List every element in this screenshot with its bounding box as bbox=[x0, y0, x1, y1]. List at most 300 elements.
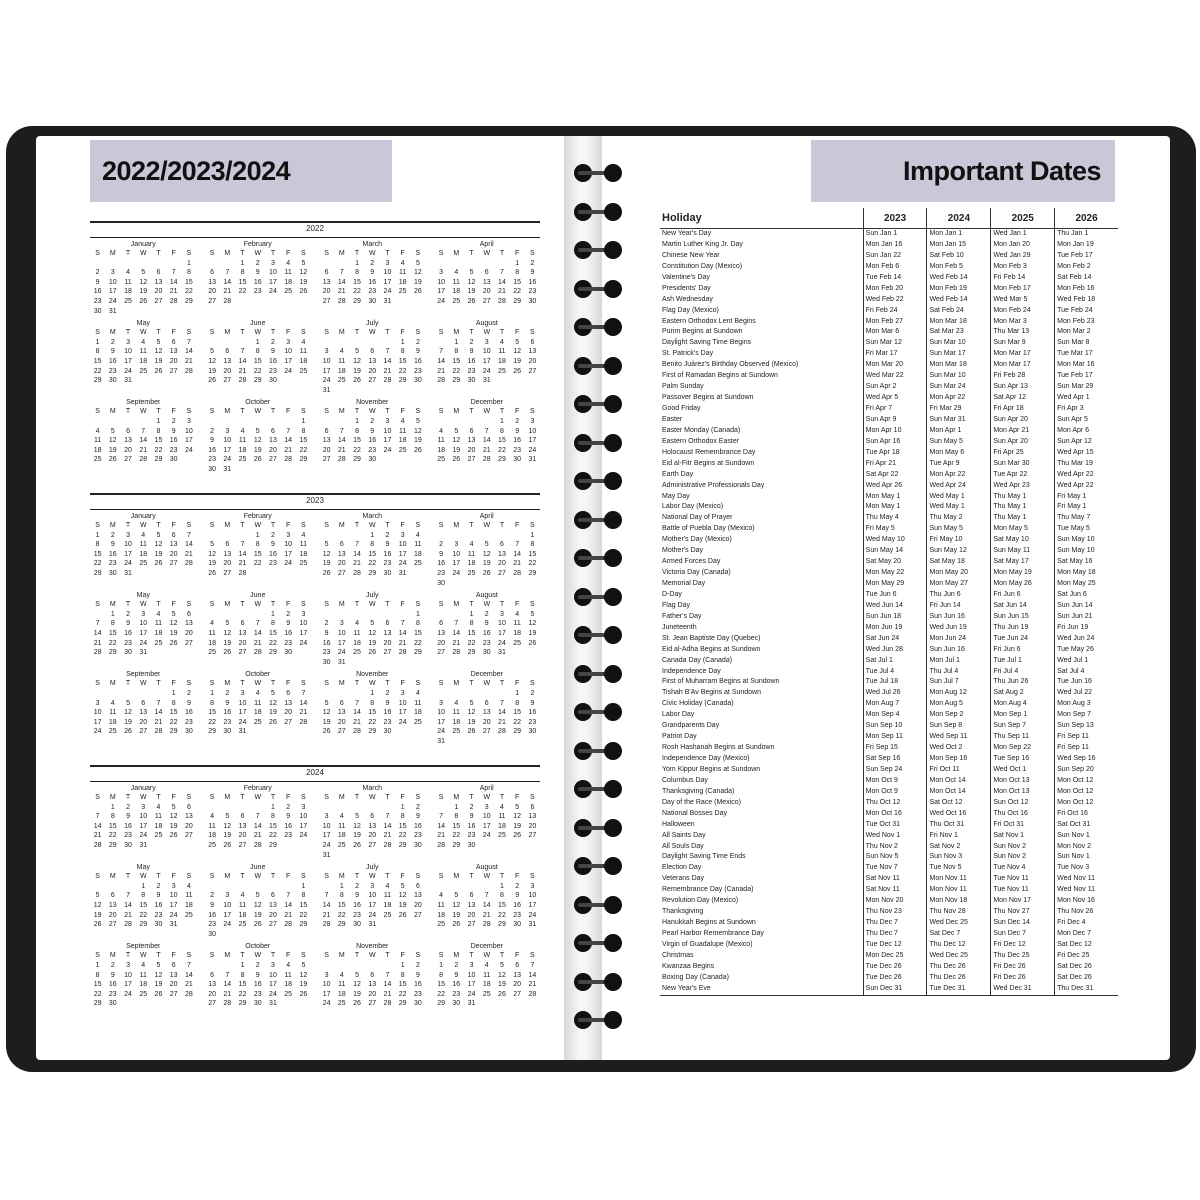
empty-cell bbox=[220, 803, 235, 813]
holiday-date: Tue Apr 18 bbox=[863, 448, 927, 459]
day-number: 14 bbox=[498, 709, 506, 717]
holiday-date: Tue Feb 17 bbox=[1055, 251, 1118, 262]
day-number: 17 bbox=[93, 718, 102, 726]
day-number: 17 bbox=[299, 822, 308, 830]
empty-cell bbox=[410, 579, 425, 589]
empty-cell bbox=[235, 417, 250, 427]
day-number: 3 bbox=[324, 813, 329, 821]
day-number: 17 bbox=[482, 357, 491, 365]
empty-cell bbox=[296, 569, 311, 579]
day-number: 30 bbox=[452, 1000, 461, 1008]
empty-cell bbox=[410, 1009, 425, 1019]
day-number: 7 bbox=[400, 620, 405, 628]
holiday-name: Flag Day (Mexico) bbox=[662, 306, 719, 314]
holiday-name: New Year's Day bbox=[662, 230, 712, 237]
day-number: 12 bbox=[513, 813, 522, 821]
ring-hole bbox=[604, 742, 622, 760]
day-number: 19 bbox=[353, 990, 361, 998]
weekday-letter: M bbox=[338, 794, 345, 801]
holiday-row bbox=[660, 251, 1118, 262]
day-number: 15 bbox=[398, 822, 407, 830]
day-number: 21 bbox=[124, 911, 132, 919]
weekday-letter: F bbox=[515, 329, 520, 337]
mini-month bbox=[90, 670, 197, 746]
empty-cell bbox=[151, 386, 166, 396]
day-number: 10 bbox=[93, 709, 102, 717]
day-number: 10 bbox=[124, 971, 132, 979]
day-number: 1 bbox=[95, 338, 100, 346]
empty-cell bbox=[136, 689, 151, 699]
day-number: 25 bbox=[139, 990, 148, 998]
empty-cell bbox=[181, 1009, 196, 1019]
day-number: 26 bbox=[108, 456, 117, 464]
holiday-date: Sat Nov 1 bbox=[991, 831, 1055, 842]
holiday-date: Tue Jul 1 bbox=[991, 656, 1055, 667]
holiday-date: Mon Oct 12 bbox=[1055, 776, 1118, 787]
empty-cell bbox=[410, 465, 425, 475]
day-number: 22 bbox=[368, 560, 377, 568]
weekday-letter: F bbox=[400, 794, 405, 801]
holiday-date: Mon Feb 5 bbox=[927, 262, 991, 273]
year-column-header: 2025 bbox=[991, 208, 1055, 229]
empty-cell bbox=[90, 737, 105, 747]
weekday-letter: M bbox=[453, 794, 460, 801]
empty-cell bbox=[105, 1009, 120, 1019]
day-grid bbox=[434, 679, 541, 746]
day-number: 26 bbox=[169, 639, 178, 647]
day-number: 11 bbox=[467, 550, 476, 558]
holiday-date: Mon Aug 3 bbox=[1055, 699, 1118, 710]
empty-cell bbox=[235, 803, 250, 813]
day-number: 8 bbox=[156, 427, 161, 435]
day-number: 8 bbox=[515, 699, 520, 707]
day-number: 17 bbox=[322, 367, 331, 375]
day-number: 15 bbox=[398, 357, 407, 365]
day-number: 7 bbox=[186, 961, 191, 969]
holiday-name: Daylight Saving Time Begins bbox=[662, 339, 752, 347]
weekday-letter: S bbox=[415, 408, 421, 416]
day-number: 21 bbox=[437, 832, 445, 840]
empty-cell bbox=[380, 455, 395, 465]
day-number: 17 bbox=[482, 822, 491, 830]
day-number: 31 bbox=[528, 921, 537, 929]
day-number: 16 bbox=[383, 550, 392, 558]
day-number: 23 bbox=[108, 560, 117, 568]
empty-cell bbox=[166, 307, 181, 317]
empty-cell bbox=[120, 930, 135, 940]
holiday-date: Thu Nov 23 bbox=[863, 907, 927, 918]
day-number: 21 bbox=[322, 911, 331, 919]
day-number: 19 bbox=[154, 550, 163, 558]
day-number: 11 bbox=[254, 699, 262, 707]
month-name: March bbox=[362, 785, 382, 792]
day-number: 10 bbox=[322, 981, 331, 989]
weekday-letter: W bbox=[139, 680, 147, 688]
day-number: 4 bbox=[126, 269, 130, 277]
empty-cell bbox=[365, 930, 380, 940]
holiday-header-row bbox=[660, 208, 1118, 229]
day-number: 22 bbox=[467, 639, 476, 647]
day-number: 6 bbox=[370, 813, 375, 821]
day-number: 5 bbox=[355, 813, 359, 821]
holiday-date: Thu Dec 7 bbox=[863, 929, 927, 940]
empty-cell bbox=[151, 307, 166, 317]
weekday-letter: W bbox=[483, 522, 491, 529]
day-number: 15 bbox=[498, 901, 506, 909]
day-number: 27 bbox=[184, 639, 193, 647]
day-number: 19 bbox=[513, 357, 522, 365]
day-number: 5 bbox=[301, 961, 306, 969]
empty-cell bbox=[434, 689, 449, 699]
day-number: 31 bbox=[223, 465, 232, 473]
month-name: May bbox=[136, 864, 150, 872]
empty-cell bbox=[365, 737, 380, 747]
empty-cell bbox=[380, 737, 395, 747]
weekday-letter: F bbox=[171, 601, 176, 609]
day-number: 25 bbox=[467, 569, 476, 577]
mini-month bbox=[205, 591, 312, 667]
day-number: 19 bbox=[299, 981, 308, 989]
holiday-name: Grandparents Day bbox=[662, 722, 720, 730]
day-number: 15 bbox=[139, 901, 148, 909]
day-number: 8 bbox=[110, 620, 115, 628]
day-number: 4 bbox=[415, 531, 420, 539]
empty-cell bbox=[151, 569, 166, 579]
day-number: 16 bbox=[513, 437, 522, 445]
empty-cell bbox=[380, 579, 395, 589]
day-number: 13 bbox=[482, 709, 491, 717]
day-number: 15 bbox=[208, 709, 216, 717]
day-number: 3 bbox=[286, 531, 291, 539]
holiday-date: Sat Aug 2 bbox=[991, 688, 1055, 699]
day-number: 16 bbox=[383, 709, 392, 717]
weekday-letter: M bbox=[338, 250, 345, 257]
weekday-letter: M bbox=[338, 680, 345, 688]
day-number: 11 bbox=[338, 822, 346, 830]
mini-month bbox=[205, 670, 312, 746]
holiday-date: Thu Jan 1 bbox=[1055, 229, 1118, 240]
weekday-letter: M bbox=[109, 952, 116, 960]
day-number: 30 bbox=[437, 579, 445, 587]
binding-ring bbox=[568, 699, 628, 725]
mini-month bbox=[205, 863, 312, 939]
holiday-date: Fri Sep 15 bbox=[863, 743, 927, 754]
empty-cell bbox=[525, 376, 540, 386]
day-number: 2 bbox=[210, 427, 215, 435]
holiday-name: Eastern Orthodox Easter bbox=[662, 437, 740, 445]
year-heading: 2023 bbox=[306, 496, 324, 505]
day-number: 27 bbox=[208, 297, 216, 305]
day-grid bbox=[434, 872, 541, 939]
day-number: 15 bbox=[93, 357, 102, 365]
weekday-letter: S bbox=[415, 873, 421, 881]
empty-cell bbox=[120, 658, 135, 668]
day-number: 28 bbox=[383, 1000, 392, 1008]
empty-cell bbox=[395, 455, 410, 465]
holiday-date: Mon Nov 11 bbox=[927, 874, 991, 885]
day-number: 17 bbox=[528, 901, 537, 909]
day-number: 24 bbox=[93, 728, 102, 736]
day-number: 30 bbox=[124, 841, 132, 849]
weekday-letter: T bbox=[156, 952, 161, 960]
day-grid bbox=[90, 328, 197, 395]
empty-cell bbox=[479, 737, 494, 747]
day-number: 17 bbox=[437, 288, 445, 296]
empty-cell bbox=[136, 930, 151, 940]
holiday-date: Sun Dec 31 bbox=[863, 984, 927, 995]
weekday-letter: T bbox=[385, 680, 390, 688]
day-number: 1 bbox=[515, 689, 520, 697]
mini-month bbox=[319, 512, 426, 588]
day-number: 29 bbox=[498, 921, 506, 929]
holiday-date: Fri Feb 14 bbox=[991, 273, 1055, 284]
day-number: 19 bbox=[223, 832, 232, 840]
holiday-row bbox=[660, 229, 1118, 240]
empty-cell bbox=[136, 569, 151, 579]
empty-cell bbox=[510, 465, 525, 475]
day-number: 17 bbox=[299, 629, 308, 637]
month-name: September bbox=[126, 943, 161, 951]
ring-hole bbox=[604, 472, 622, 490]
empty-cell bbox=[434, 658, 449, 668]
day-number: 10 bbox=[299, 620, 308, 628]
weekday-letter: M bbox=[453, 329, 460, 337]
left-page-title: 2022/2023/2024 bbox=[102, 155, 291, 186]
day-number: 17 bbox=[184, 437, 193, 445]
day-number: 30 bbox=[124, 649, 132, 657]
holiday-name: Patriot Day bbox=[662, 733, 697, 741]
holiday-column-header: Holiday bbox=[660, 208, 863, 229]
day-number: 3 bbox=[400, 689, 405, 697]
holiday-date: Tue Nov 11 bbox=[991, 885, 1055, 896]
day-number: 28 bbox=[437, 841, 445, 849]
day-number: 20 bbox=[413, 901, 422, 909]
weekday-letter: S bbox=[186, 952, 192, 960]
day-number: 13 bbox=[238, 822, 247, 830]
day-number: 5 bbox=[370, 620, 375, 628]
empty-cell bbox=[319, 882, 334, 892]
weekday-letter: M bbox=[453, 250, 460, 257]
day-number: 11 bbox=[139, 348, 147, 356]
holiday-name: Civic Holiday (Canada) bbox=[662, 700, 734, 708]
ring-hole bbox=[604, 780, 622, 798]
holiday-date: Thu Dec 26 bbox=[927, 973, 991, 984]
day-number: 14 bbox=[223, 981, 232, 989]
holiday-name: Boxing Day (Canada) bbox=[662, 973, 729, 981]
day-number: 4 bbox=[240, 892, 245, 900]
empty-cell bbox=[525, 465, 540, 475]
empty-cell bbox=[380, 803, 395, 813]
day-number: 30 bbox=[467, 377, 476, 385]
empty-cell bbox=[265, 727, 280, 737]
weekday-letter: S bbox=[324, 601, 329, 609]
holiday-date: Wed May 1 bbox=[927, 502, 991, 513]
day-number: 31 bbox=[437, 737, 445, 745]
weekday-letter: M bbox=[109, 601, 116, 609]
holiday-date: Thu Sep 11 bbox=[991, 732, 1055, 743]
day-number: 17 bbox=[124, 357, 132, 365]
holiday-date: Wed Apr 23 bbox=[991, 481, 1055, 492]
day-number: 22 bbox=[139, 911, 148, 919]
holiday-date: Wed Feb 22 bbox=[863, 295, 927, 306]
weekday-letter: S bbox=[301, 408, 306, 416]
day-number: 2 bbox=[271, 338, 275, 346]
day-number: 21 bbox=[353, 718, 361, 726]
empty-cell bbox=[296, 999, 311, 1009]
holiday-date: Fri Jun 19 bbox=[1055, 623, 1118, 634]
day-number: 25 bbox=[413, 560, 422, 568]
empty-cell bbox=[265, 882, 280, 892]
day-number: 16 bbox=[269, 550, 277, 558]
empty-cell bbox=[464, 1009, 479, 1019]
holiday-row bbox=[660, 798, 1118, 809]
holiday-name: All Souls Day bbox=[662, 842, 704, 850]
day-number: 5 bbox=[225, 620, 230, 628]
empty-cell bbox=[479, 930, 494, 940]
day-number: 22 bbox=[253, 560, 262, 568]
day-number: 9 bbox=[324, 629, 329, 637]
holiday-name: Day of the Race (Mexico) bbox=[662, 798, 741, 806]
day-number: 26 bbox=[124, 728, 132, 736]
holiday-date: Wed Dec 25 bbox=[927, 951, 991, 962]
empty-cell bbox=[479, 689, 494, 699]
day-number: 27 bbox=[368, 1000, 377, 1008]
day-number: 4 bbox=[255, 689, 260, 697]
weekday-letter: T bbox=[469, 522, 474, 529]
day-number: 4 bbox=[141, 961, 146, 969]
day-number: 8 bbox=[95, 541, 100, 549]
holiday-row bbox=[660, 590, 1118, 601]
empty-cell bbox=[90, 259, 105, 269]
day-number: 31 bbox=[124, 377, 132, 385]
mini-month bbox=[90, 398, 197, 474]
empty-cell bbox=[136, 999, 151, 1009]
day-number: 30 bbox=[383, 569, 392, 577]
day-number: 19 bbox=[467, 718, 476, 726]
holiday-date: Tue Dec 26 bbox=[863, 973, 927, 984]
day-number: 10 bbox=[124, 541, 132, 549]
weekday-letter: S bbox=[209, 794, 215, 801]
day-number: 9 bbox=[271, 541, 275, 549]
empty-cell bbox=[494, 930, 509, 940]
holiday-date: Mon Apr 1 bbox=[927, 426, 991, 437]
day-number: 7 bbox=[339, 427, 344, 435]
day-number: 7 bbox=[301, 689, 306, 697]
day-number: 28 bbox=[238, 569, 247, 577]
day-number: 26 bbox=[322, 569, 331, 577]
mini-month bbox=[434, 670, 541, 746]
day-number: 26 bbox=[467, 728, 476, 736]
day-number: 1 bbox=[186, 259, 191, 267]
day-number: 27 bbox=[322, 456, 331, 464]
holiday-name: Presidents' Day bbox=[662, 284, 711, 292]
day-number: 3 bbox=[271, 259, 275, 267]
empty-cell bbox=[334, 1009, 349, 1019]
empty-cell bbox=[166, 851, 181, 861]
day-number: 7 bbox=[240, 348, 245, 356]
holiday-row bbox=[660, 951, 1118, 962]
day-number: 8 bbox=[515, 269, 520, 277]
holiday-date: Mon Jan 15 bbox=[927, 240, 991, 251]
day-number: 16 bbox=[223, 709, 232, 717]
day-number: 16 bbox=[208, 911, 216, 919]
day-number: 16 bbox=[482, 629, 491, 637]
holiday-name: Kwanzaa Begins bbox=[662, 962, 715, 970]
day-number: 31 bbox=[383, 297, 392, 305]
holiday-name: Veterans Day bbox=[662, 875, 705, 883]
day-number: 26 bbox=[223, 649, 232, 657]
day-number: 4 bbox=[484, 961, 489, 969]
holiday-date: Wed Jan 29 bbox=[991, 251, 1055, 262]
day-number: 10 bbox=[322, 357, 331, 365]
day-number: 1 bbox=[400, 961, 405, 969]
day-number: 27 bbox=[337, 569, 346, 577]
empty-cell bbox=[281, 465, 296, 475]
day-number: 1 bbox=[355, 417, 359, 425]
holiday-name: Pearl Harbor Remembrance Day bbox=[662, 930, 764, 937]
day-number: 24 bbox=[284, 367, 293, 375]
empty-cell bbox=[235, 531, 250, 541]
holiday-date: Fri Oct 31 bbox=[991, 820, 1055, 831]
day-number: 12 bbox=[528, 620, 537, 628]
empty-cell bbox=[151, 648, 166, 658]
day-number: 19 bbox=[208, 367, 216, 375]
day-number: 6 bbox=[240, 620, 245, 628]
day-number: 9 bbox=[126, 620, 130, 628]
holiday-name: Canada Day (Canada) bbox=[662, 656, 733, 664]
day-number: 25 bbox=[437, 921, 445, 929]
day-number: 11 bbox=[284, 971, 292, 979]
holiday-date: Mon May 18 bbox=[1055, 568, 1118, 579]
holiday-date: Sat Sep 16 bbox=[863, 754, 927, 765]
weekday-letter: S bbox=[530, 329, 535, 337]
holiday-date: Wed Mar 22 bbox=[863, 371, 927, 382]
day-number: 22 bbox=[528, 560, 537, 568]
holiday-row bbox=[660, 623, 1118, 634]
holiday-date: Mon Nov 11 bbox=[927, 885, 991, 896]
day-number: 18 bbox=[184, 901, 193, 909]
day-number: 10 bbox=[108, 278, 117, 286]
day-number: 14 bbox=[482, 901, 491, 909]
day-number: 13 bbox=[513, 971, 522, 979]
day-grid bbox=[205, 328, 312, 395]
holiday-date: Fri Dec 26 bbox=[991, 973, 1055, 984]
month-name: April bbox=[479, 241, 494, 248]
empty-cell bbox=[205, 386, 220, 396]
day-number: 15 bbox=[437, 981, 445, 989]
holiday-date: Mon Feb 17 bbox=[991, 284, 1055, 295]
holiday-date: Sun Jun 15 bbox=[991, 612, 1055, 623]
right-page-title: Important Dates bbox=[902, 155, 1101, 186]
holiday-date: Mon Sep 2 bbox=[927, 710, 991, 721]
holiday-date: Sat Dec 26 bbox=[1055, 973, 1118, 984]
day-number: 20 bbox=[208, 990, 216, 998]
holiday-name: Valentine's Day bbox=[662, 273, 710, 281]
day-number: 14 bbox=[124, 901, 132, 909]
empty-cell bbox=[510, 376, 525, 386]
holiday-date: Tue Jul 4 bbox=[863, 667, 927, 678]
mini-month bbox=[434, 398, 541, 474]
day-number: 21 bbox=[353, 560, 361, 568]
day-number: 12 bbox=[513, 348, 522, 356]
holiday-date: Sun May 10 bbox=[1055, 546, 1118, 557]
day-number: 10 bbox=[383, 427, 392, 435]
day-number: 24 bbox=[528, 446, 537, 454]
weekday-letter: W bbox=[368, 952, 376, 960]
day-number: 16 bbox=[513, 901, 522, 909]
day-number: 20 bbox=[284, 709, 293, 717]
day-number: 3 bbox=[439, 269, 444, 277]
